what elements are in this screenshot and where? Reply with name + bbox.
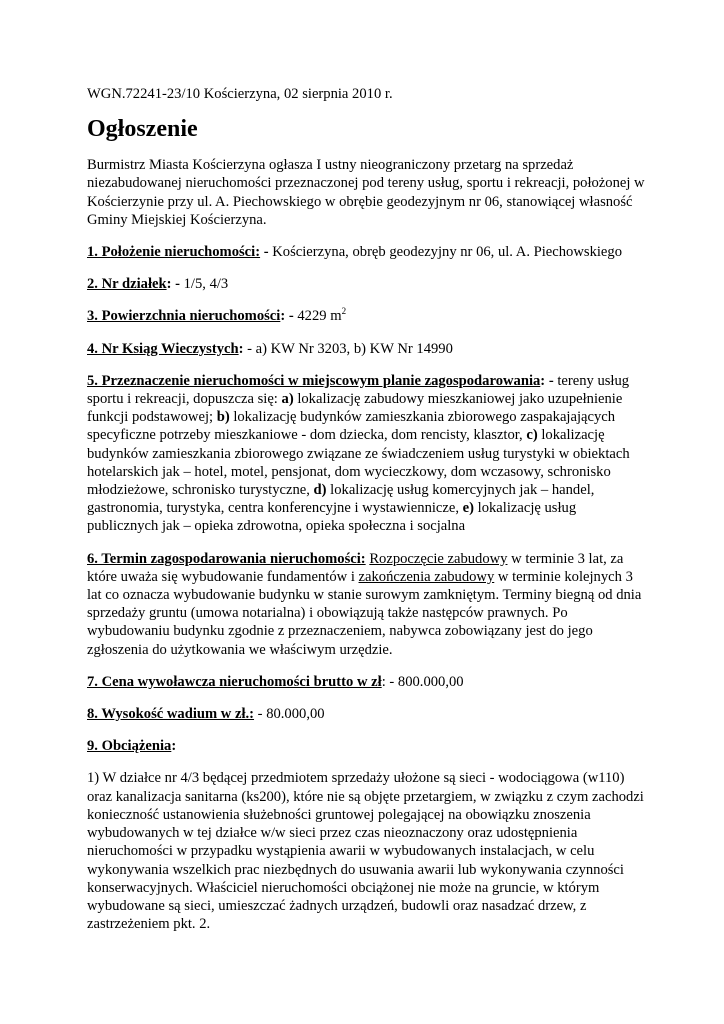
section-9-colon: : xyxy=(171,738,177,755)
section-7-value: : - 800.000,00 xyxy=(381,673,464,690)
section-6-development-deadline xyxy=(87,550,647,659)
section-5-item-e: e) xyxy=(462,500,474,517)
section-9-encumbrances xyxy=(87,737,647,755)
section-9-label: 9. Obciążenia xyxy=(87,738,172,755)
section-5-text-5: lokalizację usług komercyjnych jak – handel, gastronomia, turystyka, centra konferencyjne i wystawiennicze, xyxy=(87,482,595,517)
section-3-superscript: 2 xyxy=(341,306,347,317)
section-1-value: Kościerzyna, obręb geodezyjny nr 06, ul. A. Piechowskiego xyxy=(268,244,623,261)
section-6-text-2: w terminie kolejnych 3 lat co oznacza wybudowanie budynku w stanie surowym zamkniętym. Terminy biegną od dnia sprzedaży gruntu (umowa notarialna) i obowiązują także następców prawnych. Po wybudowaniu budynku zgodnie z przeznaczeniem, nabywca zobowiązany jest do jego zgłoszenia do użytkowania we właściwym urzędzie. xyxy=(87,568,642,658)
section-1-dash: - xyxy=(260,244,269,261)
section-2-label: 2. Nr działek xyxy=(87,276,167,293)
section-5-label: 5. Przeznaczenie nieruchomości w miejscowym planie zagospodarowania xyxy=(87,372,541,389)
section-8-value: - 80.000,00 xyxy=(254,706,325,723)
section-6-label: 6. Termin zagospodarowania nieruchomości: xyxy=(87,550,366,567)
section-8-deposit xyxy=(87,705,647,723)
section-7-starting-price xyxy=(87,673,647,691)
section-5-text-1: tereny usług sportu i rekreacji, dopuszcza się: xyxy=(87,372,630,408)
section-5-text-3: lokalizację budynków zamieszkania zbiorowego zaspakajających specyficzne potrzeby mieszkaniowe - dom dziecka, dom rencisty, klasztor, xyxy=(87,409,616,444)
section-7-label: 7. Cena wywoławcza nieruchomości brutto w zł xyxy=(87,673,382,690)
section-5-text-2: lokalizację zabudowy mieszkaniowej jako uzupełnienie funkcji podstawowej; xyxy=(87,391,623,426)
section-3-colon: : xyxy=(280,308,286,325)
section-6-end-construction: zakończenia zabudowy xyxy=(358,568,495,585)
section-2-value: 1/5, 4/3 xyxy=(179,276,229,293)
section-5-item-a: a) xyxy=(281,391,294,408)
section-5-item-d: d) xyxy=(313,482,327,499)
section-3-value: 4229 m xyxy=(293,308,342,325)
section-2-colon: : xyxy=(166,276,172,293)
document-page xyxy=(87,85,647,947)
section-5-colon: : xyxy=(540,372,546,389)
section-1-location xyxy=(87,243,647,261)
section-5-text-6: lokalizację usług publicznych jak – opieka zdrowotna, opieka społeczna i socjalna xyxy=(87,500,577,535)
intro-paragraph: Burmistrz Miasta Kościerzyna ogłasza I ustny nieograniczony przetarg na sprzedaż niezabudowanej nieruchomości przeznaczonej pod tereny usług, sportu i rekreacji, położonej w Kościerzynie przy ul. A. Piechowskiego w obrębie geodezyjnym nr 06, stanowiącej własność Gminy Miejskiej Kościerzyna. xyxy=(87,157,645,228)
section-5-item-b: b) xyxy=(216,409,230,426)
section-2-dash: - xyxy=(171,276,180,293)
section-5-text-4: lokalizację budynków zamieszkania zbiorowego związane ze świadczeniem usług turystyki w obiektach hotelarskich jak – hotel, motel, pensjonat, dom wycieczkowy, dom wczasowy, schronisko młodzieżowe, schronisko turystyczne, xyxy=(87,427,630,499)
section-4-label: 4. Nr Ksiąg Wieczystych xyxy=(87,340,239,357)
section-6-start-construction: Rozpoczęcie zabudowy xyxy=(369,550,508,567)
section-4-land-registers xyxy=(87,340,647,358)
reference-date-line: WGN.72241-23/10 Kościerzyna, 02 sierpnia 2010 r. xyxy=(87,86,393,102)
section-4-value: - a) KW Nr 3203, b) KW Nr 14990 xyxy=(243,340,453,357)
section-5-item-c: c) xyxy=(526,427,538,444)
section-5-zoning-purpose xyxy=(87,372,647,536)
section-3-area xyxy=(87,307,647,325)
section-3-label: 3. Powierzchnia nieruchomości xyxy=(87,308,281,325)
section-2-plots xyxy=(87,275,647,293)
section-3-dash: - xyxy=(285,308,294,325)
section-4-colon: : xyxy=(238,340,244,357)
document-title: Ogłoszenie xyxy=(87,116,198,143)
section-8-label: 8. Wysokość wadium w zł.: xyxy=(87,706,255,723)
section-6-text-1: w terminie 3 lat, za które uważa się wybudowanie fundamentów i xyxy=(87,550,624,585)
section-5-dash: - xyxy=(545,372,554,389)
section-1-label: 1. Położenie nieruchomości: xyxy=(87,244,261,261)
encumbrance-paragraph: 1) W działce nr 4/3 będącej przedmiotem sprzedaży ułożone są sieci - wodociągowa (w110) oraz kanalizacja sanitarna (ks200), które nie są objęte przetargiem, w związku z czym zachodzi konieczność ustanowienia służebności gruntowej polegającej na obowiązku znoszenia wybudowanych w tej działce w/w sieci przez czas nieoznaczony oraz udostępnienia nieruchomości w przypadku wystąpienia awarii w wybudowanych instalacjach, w celu wykonywania wszelkich prac niezbędnych do usuwania awarii lub wykonywania czynności konserwacyjnych. Właściciel nieruchomości obciążonej nie może na gruncie, w którym wybudowane są sieci, umieszczać żadnych urządzeń, budowli oraz nasadzać drzew, z zastrzeżeniem pkt. 2. xyxy=(87,770,644,933)
